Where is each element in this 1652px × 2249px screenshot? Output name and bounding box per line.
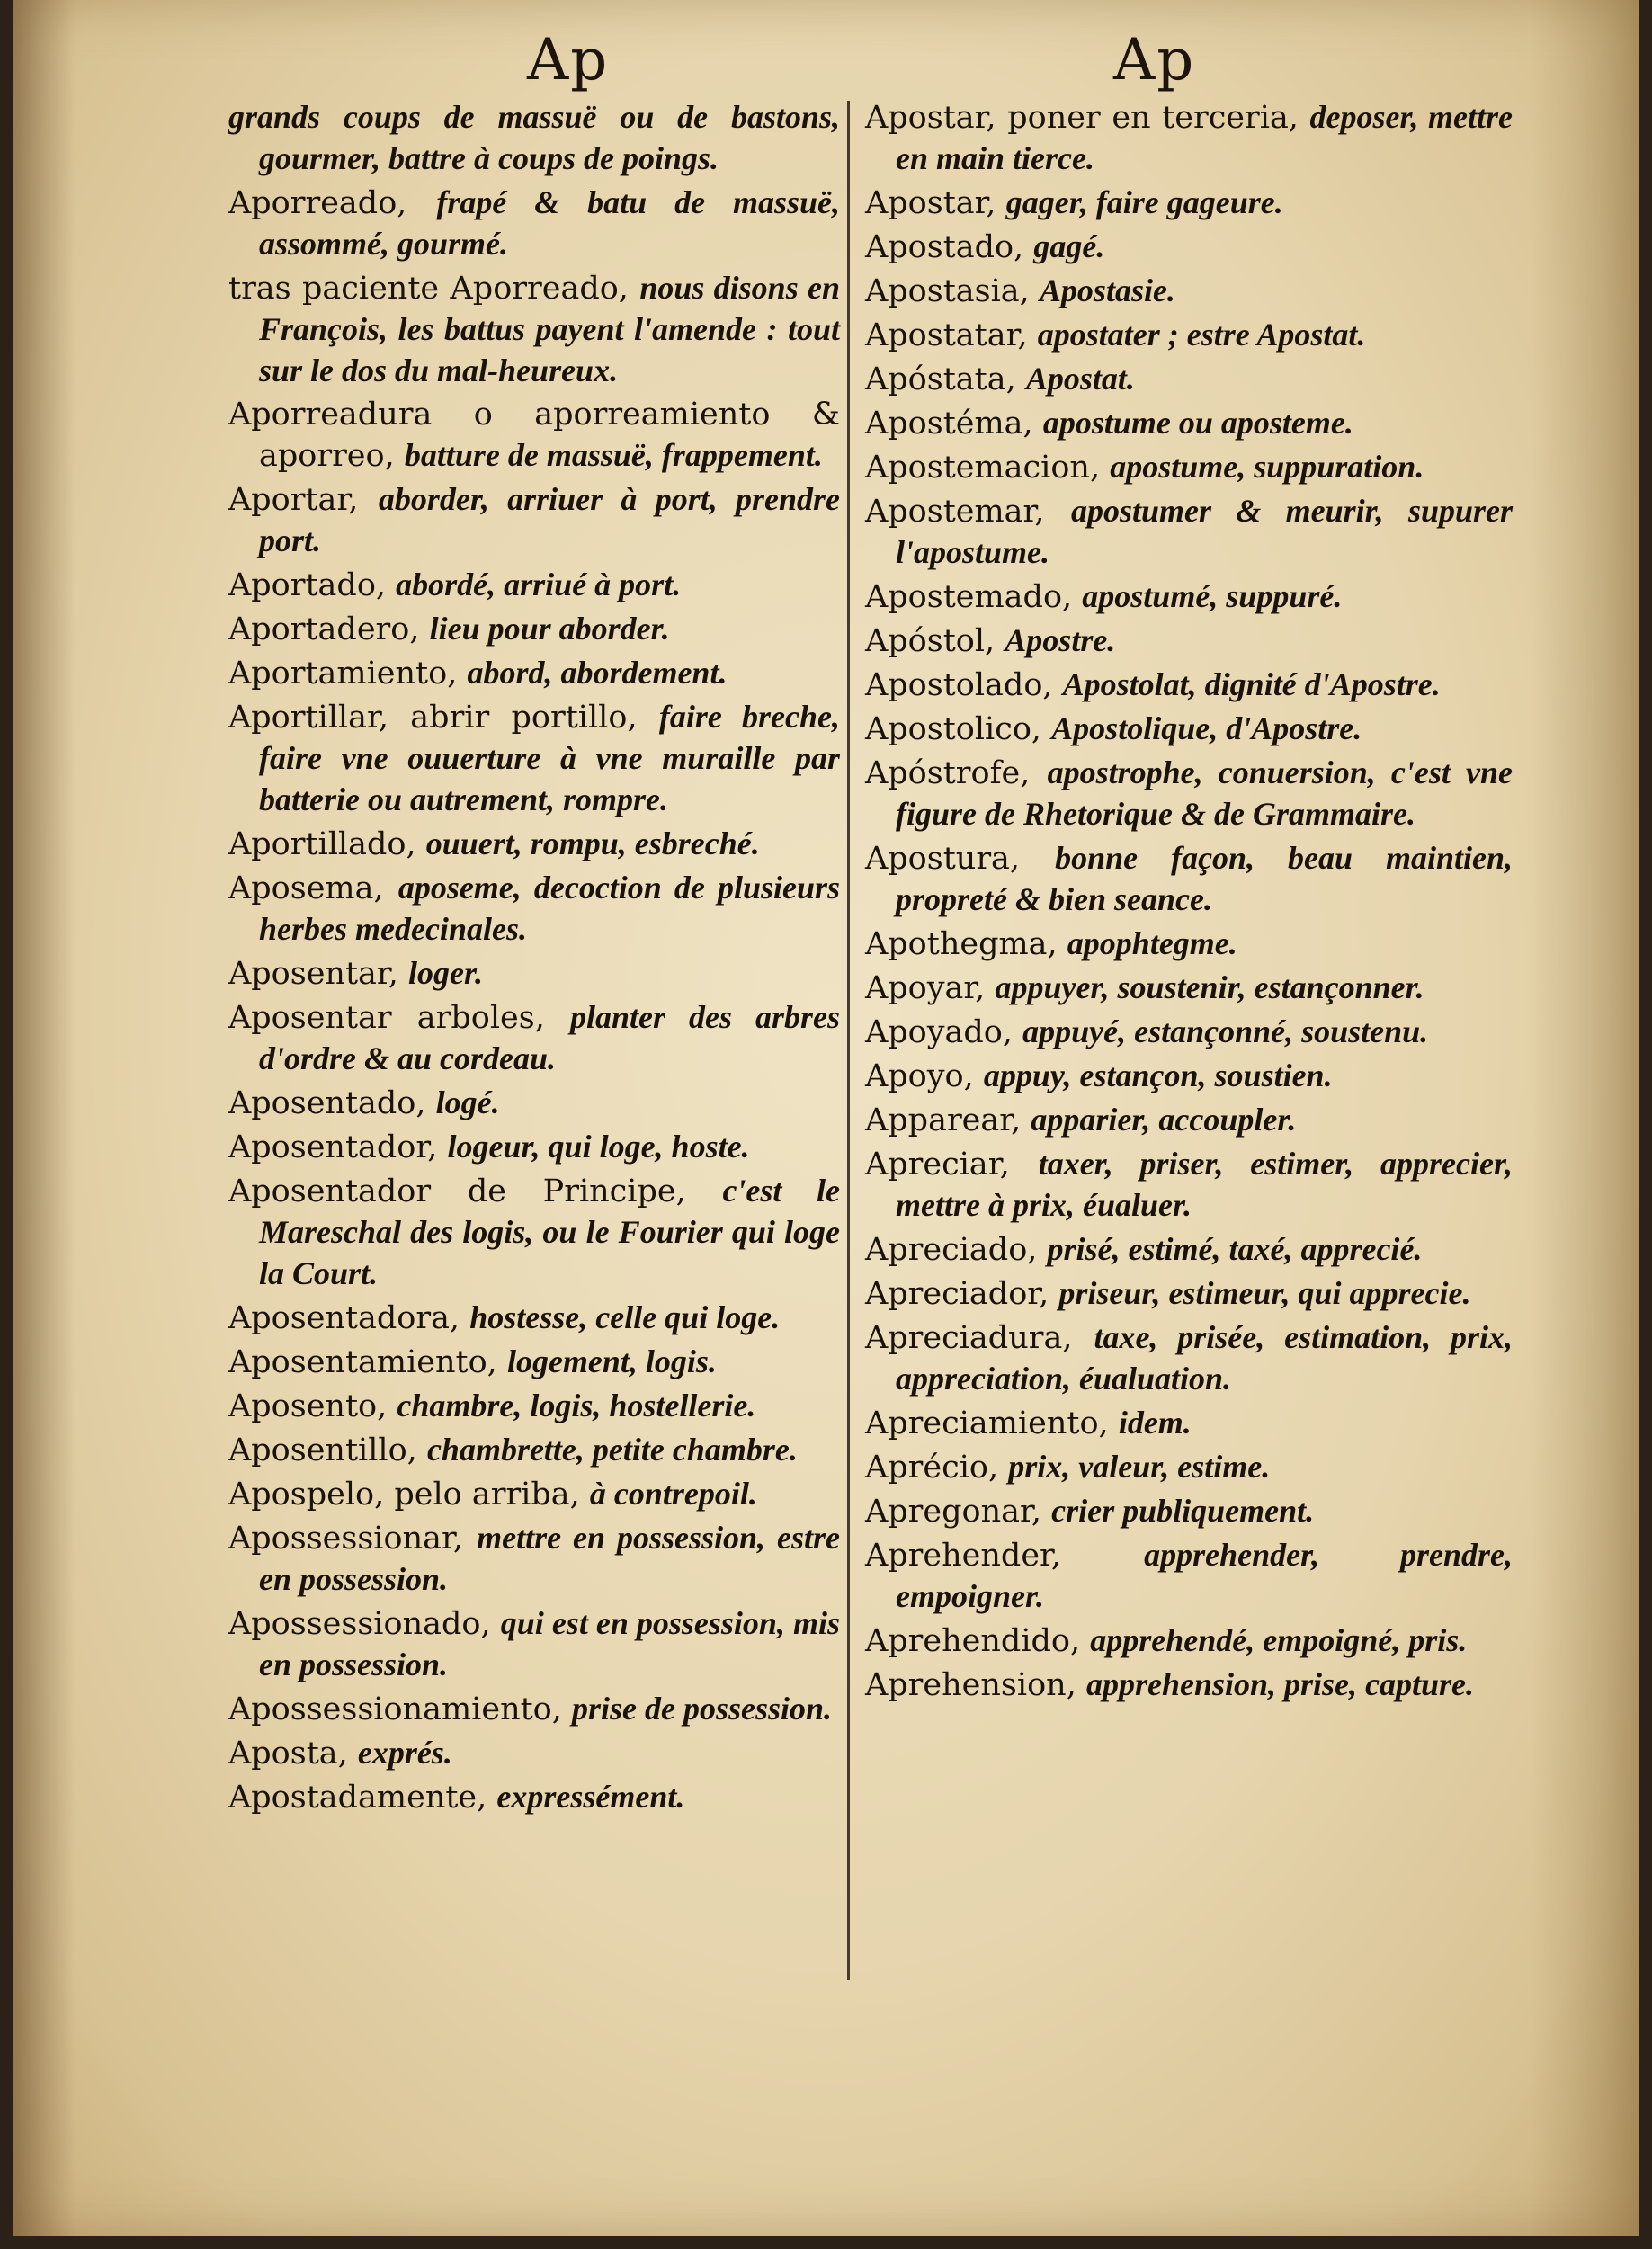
entry-definition: apprehension, prise, capture. bbox=[1085, 1666, 1474, 1702]
dictionary-entry bbox=[865, 1144, 1513, 1227]
entry-headword: Apóstol, bbox=[865, 623, 1005, 659]
entry-definition: à contrepoil. bbox=[589, 1476, 757, 1512]
entry-definition: abordé, arriué à port. bbox=[396, 567, 682, 602]
entry-definition: taxe, prisée, estimation, prix, appreciation, éualuation. bbox=[896, 1319, 1513, 1397]
entry-headword: Aposentadora, bbox=[228, 1300, 470, 1336]
entry-headword: Aposento, bbox=[228, 1388, 397, 1424]
dictionary-entry bbox=[228, 824, 840, 865]
entry-headword: Aportar, bbox=[228, 482, 379, 518]
dictionary-entry bbox=[865, 1056, 1513, 1097]
dictionary-entry bbox=[865, 1100, 1513, 1141]
dictionary-entry bbox=[228, 868, 840, 950]
entry-definition: logement, logis. bbox=[506, 1343, 717, 1379]
entry-headword: Apostatar, bbox=[865, 317, 1038, 353]
dictionary-entry bbox=[228, 565, 840, 606]
dictionary-entry bbox=[865, 1491, 1513, 1532]
entry-definition: nous disons en François, les battus payent l'amende : tout sur le dos du mal-heureux. bbox=[259, 270, 840, 388]
entry-definition: qui est en possession, mis en possession. bbox=[259, 1605, 840, 1682]
entry-headword: Apreciamiento, bbox=[865, 1406, 1119, 1441]
entry-headword: Aprehension, bbox=[865, 1667, 1086, 1703]
entry-definition: exprés. bbox=[357, 1735, 452, 1771]
entry-headword: Apoyar, bbox=[865, 970, 996, 1006]
left-column bbox=[228, 97, 840, 1821]
entry-headword: Apoyado, bbox=[865, 1014, 1023, 1050]
dictionary-entry bbox=[865, 1403, 1513, 1444]
dictionary-entry bbox=[865, 183, 1513, 224]
entry-definition: expressément. bbox=[496, 1779, 685, 1815]
entry-definition: grands coups de massuë ou de bastons, gourmer, battre à coups de poings. bbox=[228, 99, 840, 176]
dictionary-entry bbox=[865, 665, 1513, 706]
dictionary-entry bbox=[228, 1733, 840, 1774]
entry-headword: Aposentador de Principe, bbox=[228, 1174, 723, 1209]
dictionary-entry bbox=[228, 1518, 840, 1601]
entry-definition: loger. bbox=[408, 955, 484, 991]
page-header-left: Ap bbox=[527, 27, 610, 94]
dictionary-entry bbox=[228, 183, 840, 265]
entry-headword: Apossessionado, bbox=[228, 1606, 501, 1642]
entry-headword: Apreciado, bbox=[865, 1232, 1048, 1268]
entry-headword: Aposentillo, bbox=[228, 1432, 427, 1468]
entry-headword: Apostemar, bbox=[865, 494, 1071, 530]
entry-definition: logé. bbox=[435, 1084, 500, 1120]
right-column bbox=[865, 97, 1513, 1709]
entry-definition: gager, faire gageure. bbox=[1005, 184, 1283, 220]
entry-headword: Apossessionar, bbox=[228, 1521, 478, 1557]
entry-definition: faire breche, faire vne ouuerture à vne muraille par batterie ou autrement, rompre. bbox=[259, 699, 840, 817]
dictionary-entry bbox=[228, 1777, 840, 1818]
entry-headword: Apreciadura, bbox=[865, 1320, 1094, 1356]
dictionary-entry bbox=[228, 997, 840, 1080]
dictionary-entry bbox=[228, 1127, 840, 1168]
dictionary-entry bbox=[865, 403, 1513, 444]
entry-definition: apparier, accoupler. bbox=[1031, 1102, 1297, 1138]
entry-headword: Aprehender, bbox=[865, 1538, 1145, 1574]
entry-headword: Apospelo, pelo arriba, bbox=[228, 1477, 590, 1513]
entry-definition: aposeme, decoction de plusieurs herbes medecinales. bbox=[259, 870, 840, 947]
dictionary-entry bbox=[228, 1603, 840, 1686]
dictionary-entry bbox=[865, 1273, 1513, 1315]
dictionary-entry bbox=[865, 1620, 1513, 1662]
entry-definition: chambre, logis, hostellerie. bbox=[397, 1388, 756, 1423]
entry-definition: priseur, estimeur, qui apprecie. bbox=[1058, 1275, 1471, 1311]
dictionary-entry bbox=[228, 1298, 840, 1339]
entry-definition: taxer, priser, estimer, apprecier, mettre à prix, éualuer. bbox=[896, 1146, 1513, 1223]
entry-headword: Apregonar, bbox=[865, 1494, 1052, 1530]
dictionary-entry bbox=[865, 1229, 1513, 1271]
entry-headword: Apostura, bbox=[865, 841, 1056, 877]
dictionary-entry bbox=[865, 1012, 1513, 1053]
dictionary-entry bbox=[865, 1447, 1513, 1488]
entry-definition: idem. bbox=[1118, 1405, 1192, 1441]
entry-definition: batture de massuë, frappement. bbox=[404, 437, 823, 473]
entry-definition: planter des arbres d'ordre & au cordeau. bbox=[259, 999, 840, 1076]
dictionary-entry bbox=[865, 968, 1513, 1009]
entry-headword: Apreciador, bbox=[865, 1276, 1059, 1312]
dictionary-entry bbox=[228, 268, 840, 392]
dictionary-entry bbox=[865, 1317, 1513, 1400]
entry-definition: apophtegme. bbox=[1067, 925, 1237, 961]
entry-definition: Apostolique, d'Apostre. bbox=[1051, 710, 1362, 746]
dictionary-entry bbox=[865, 924, 1513, 965]
entry-definition: chambrette, petite chambre. bbox=[426, 1432, 798, 1468]
entry-headword: Apostemado, bbox=[865, 579, 1083, 615]
dictionary-entry bbox=[865, 227, 1513, 268]
entry-definition: prix, valeur, estime. bbox=[1008, 1449, 1271, 1485]
entry-definition: gagé. bbox=[1033, 228, 1105, 264]
dictionary-entry bbox=[228, 479, 840, 562]
entry-headword: Aportillar, abrir portillo, bbox=[228, 700, 659, 736]
entry-headword: Aportillado, bbox=[228, 826, 426, 862]
dictionary-entry bbox=[228, 395, 840, 477]
entry-definition: prisé, estimé, taxé, apprecié. bbox=[1047, 1231, 1423, 1267]
entry-headword: Aposta, bbox=[228, 1736, 358, 1772]
entry-headword: Aprehendido, bbox=[865, 1623, 1091, 1659]
entry-headword: Aposentador, bbox=[228, 1129, 448, 1165]
entry-definition: apostater ; estre Apostat. bbox=[1037, 317, 1366, 353]
entry-definition: appuy, estançon, soustien. bbox=[983, 1058, 1333, 1093]
entry-definition: ouuert, rompu, esbreché. bbox=[425, 826, 760, 861]
dictionary-entry bbox=[865, 97, 1513, 180]
entry-headword: Apostolado, bbox=[865, 667, 1063, 703]
dictionary-entry bbox=[865, 271, 1513, 312]
entry-definition: Apostolat, dignité d'Apostre. bbox=[1062, 666, 1441, 702]
dictionary-entry bbox=[865, 753, 1513, 835]
entry-definition: apostume ou aposteme. bbox=[1042, 405, 1353, 441]
dictionary-entry bbox=[228, 1430, 840, 1471]
entry-headword: Apóstata, bbox=[865, 361, 1026, 397]
dictionary-entry bbox=[228, 1474, 840, 1515]
dictionary-entry bbox=[865, 576, 1513, 618]
entry-headword: Apossessionamiento, bbox=[228, 1691, 573, 1727]
entry-definition: appuyé, estançonné, soustenu. bbox=[1022, 1013, 1429, 1049]
entry-headword: Aportado, bbox=[228, 567, 397, 603]
entry-definition: apostrophe, conuersion, c'est vne figure de Rhetorique & de Grammaire. bbox=[896, 754, 1514, 832]
entry-headword: Apostadamente, bbox=[228, 1780, 497, 1816]
entry-headword: Aporreado, bbox=[228, 185, 437, 221]
entry-definition: lieu pour aborder. bbox=[429, 611, 670, 647]
entry-definition: apostumer & meurir, supurer l'apostume. bbox=[896, 493, 1513, 570]
entry-headword: Apparear, bbox=[865, 1102, 1031, 1138]
entry-definition: Apostat. bbox=[1025, 361, 1135, 397]
entry-headword: Apostar, bbox=[865, 185, 1006, 221]
dictionary-entry bbox=[865, 709, 1513, 750]
entry-definition: deposer, mettre en main tierce. bbox=[896, 99, 1513, 176]
column-divider bbox=[847, 101, 850, 1980]
dictionary-entry bbox=[228, 1689, 840, 1730]
entry-headword: Apostar, poner en terceria, bbox=[865, 100, 1310, 136]
entry-headword: Aposentamiento, bbox=[228, 1344, 507, 1380]
dictionary-entry bbox=[865, 491, 1513, 574]
dictionary-entry bbox=[228, 653, 840, 694]
entry-headword: Aposema, bbox=[228, 870, 398, 906]
dictionary-page bbox=[13, 0, 1639, 2236]
entry-headword: Apostasia, bbox=[865, 273, 1040, 309]
dictionary-entry bbox=[228, 1171, 840, 1295]
entry-headword: Apreciar, bbox=[865, 1147, 1039, 1183]
entry-headword: Apóstrofe, bbox=[865, 755, 1048, 791]
entry-definition: apprehendé, empoigné, pris. bbox=[1090, 1622, 1468, 1658]
dictionary-entry bbox=[228, 609, 840, 650]
entry-definition: abord, abordement. bbox=[467, 655, 728, 691]
dictionary-entry bbox=[865, 1664, 1513, 1706]
entry-headword: Aposentado, bbox=[228, 1085, 436, 1121]
entry-definition: aborder, arriuer à port, prendre port. bbox=[259, 481, 840, 558]
entry-definition: hostesse, celle qui loge. bbox=[469, 1299, 781, 1335]
entry-definition: mettre en possession, estre en possession. bbox=[259, 1520, 840, 1597]
entry-headword: Aporreadura o aporreamiento & aporreo, bbox=[228, 397, 840, 474]
dictionary-entry bbox=[228, 697, 840, 821]
entry-definition: bonne façon, beau maintien, propreté & bien seance. bbox=[896, 840, 1513, 917]
dictionary-entry bbox=[228, 1342, 840, 1383]
entry-headword: Apostéma, bbox=[865, 406, 1043, 442]
dictionary-entry bbox=[228, 1386, 840, 1427]
dictionary-entry bbox=[865, 359, 1513, 400]
entry-headword: Aportadero, bbox=[228, 611, 430, 647]
entry-headword: Aposentar, bbox=[228, 956, 409, 992]
entry-definition: appuyer, soustenir, estançonner. bbox=[995, 969, 1424, 1005]
dictionary-entry bbox=[228, 953, 840, 995]
dictionary-entry bbox=[228, 97, 840, 180]
entry-definition: frapé & batu de massuë, assommé, gourmé. bbox=[259, 184, 840, 262]
dictionary-entry bbox=[865, 838, 1513, 921]
entry-definition: apprehender, prendre, empoigner. bbox=[896, 1537, 1513, 1614]
entry-headword: Apothegma, bbox=[865, 926, 1067, 962]
dictionary-entry bbox=[865, 1535, 1513, 1618]
entry-headword: Apostolico, bbox=[865, 711, 1052, 747]
entry-headword: tras paciente Aporreado, bbox=[228, 271, 640, 307]
entry-definition: c'est le Mareschal des logis, ou le Fourier qui loge la Court. bbox=[259, 1173, 840, 1291]
entry-headword: Aportamiento, bbox=[228, 656, 468, 692]
entry-headword: Apostado, bbox=[865, 229, 1034, 265]
entry-definition: crier publiquement. bbox=[1051, 1493, 1315, 1529]
dictionary-entry bbox=[865, 620, 1513, 662]
dictionary-entry bbox=[228, 1083, 840, 1124]
entry-headword: Aposentar arboles, bbox=[228, 1000, 570, 1036]
dictionary-entry bbox=[865, 315, 1513, 356]
entry-definition: Apostre. bbox=[1005, 622, 1116, 658]
entry-headword: Apostemacion, bbox=[865, 450, 1111, 486]
entry-headword: Aprécio, bbox=[865, 1450, 1009, 1486]
entry-definition: apostume, suppuration. bbox=[1110, 449, 1424, 485]
entry-definition: prise de possession. bbox=[572, 1691, 833, 1727]
page-header-right: Ap bbox=[1113, 27, 1196, 94]
entry-definition: Apostasie. bbox=[1039, 272, 1175, 308]
dictionary-entry bbox=[865, 447, 1513, 488]
entry-definition: logeur, qui loge, hoste. bbox=[447, 1129, 750, 1165]
entry-definition: apostumé, suppuré. bbox=[1082, 578, 1343, 614]
entry-headword: Apoyo, bbox=[865, 1058, 984, 1094]
